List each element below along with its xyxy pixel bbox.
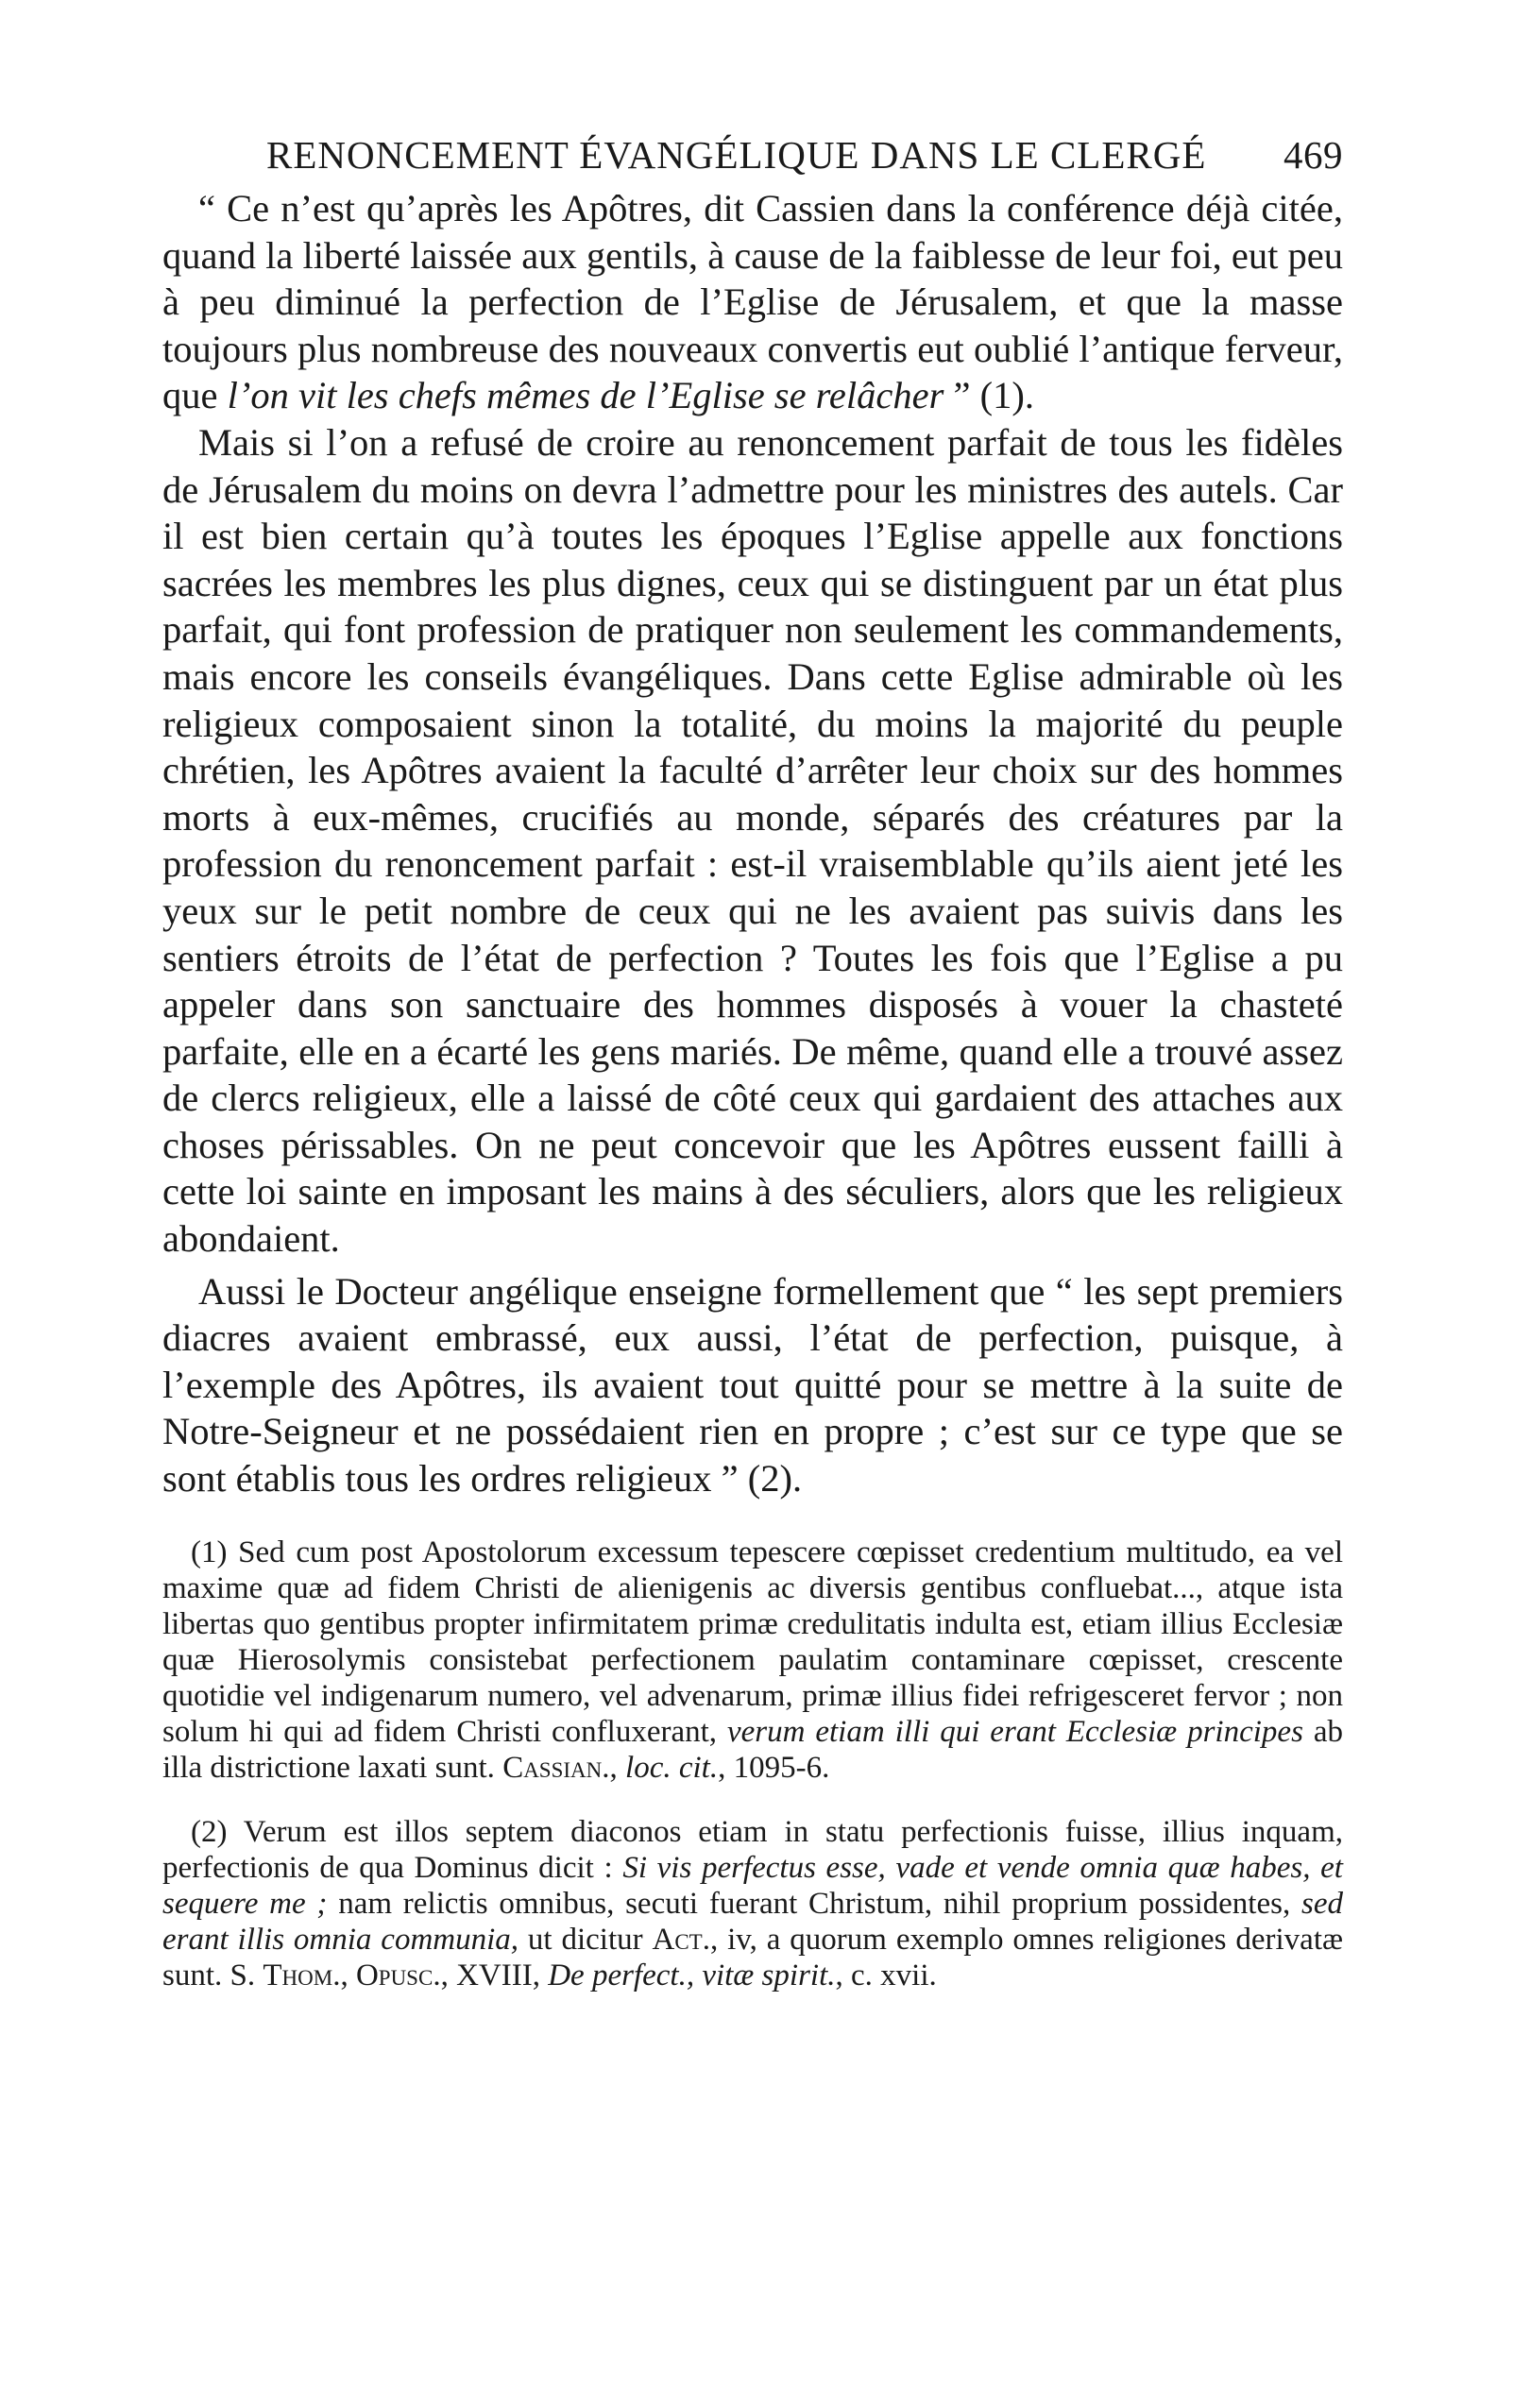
footnote-1-text-c: , [609,1750,626,1785]
footnote-2-text-g: , c. xvii. [835,1958,937,1993]
book-page [162,132,1343,2022]
footnote-1-loc: loc. cit. [625,1750,719,1785]
page-number: 469 [1284,133,1343,177]
footnote-2-quote-2: sed erant illis omnia communia, [162,1886,1343,1957]
paragraph-3: Aussi le Docteur angélique enseigne formellement que “ les sept premiers diacres avaient embrassé, eux aussi, l’état de perfection, puisque, à l’exemple des Apôtres, ils avaient tout quitté pour se mettre à la suite de Notre-Seigneur et ne possédaient rien en propre ; c’est sur ce type que se sont établis tous les ordres religieux ” (2). [162,1269,1343,1501]
footnote-2-text-a: (2) Verum est illos septem diaconos etiam in statu perfectionis fuisse, illius inquam, perfectionis de qua Dominus dicit : [162,1814,1343,1885]
paragraph-1-text-b: ” (1). [944,374,1034,417]
footnote-2-text-c: ut dicitur [518,1922,653,1957]
running-title: RENONCEMENT ÉVANGÉLIQUE DANS LE CLERGÉ [266,133,1207,177]
footnote-2-text-e: , [340,1958,356,1993]
footnote-2-act: Act. [652,1922,710,1957]
footnote-1 [162,1535,1343,1786]
footnote-1-text-b: ab illa districtione laxati sunt. [162,1714,1343,1785]
footnote-1-text-d: , 1095-6. [718,1750,830,1785]
footnote-2-title: De perfect., vitæ spirit. [548,1958,836,1993]
footnote-1-author: Cassian. [502,1750,610,1785]
footnote-2 [162,1814,1343,1993]
footnote-1-text-a: (1) Sed cum post Apostolorum excessum tepescere cœpisset credentium multitudo, ea vel maxime quæ ad fidem Christi de alienigenis ac diversis gentibus confluebat..., atque ista libertas quo gentibus propter infirmitatem primæ credulitatis indulta est, etiam illius Ecclesiæ quæ Hierosolymis consistebat perfectionem paulatim contaminare cœpisset, crescente quotidie vel indigenarum numero, vel advenarum, primæ illius fidei refrigesceret fervor ; non solum hi qui ad fidem Christi confluxerant, [162,1535,1343,1749]
footnote-2-author: Thom. [263,1958,341,1993]
footnote-2-quote: Si vis perfectus esse, vade et vende omnia quæ habes, et sequere me ; [162,1850,1343,1921]
footnotes [162,1535,1343,1993]
main-text [162,185,1343,1502]
footnote-2-text-f: , XVIII, [440,1958,549,1993]
paragraph-1-text-a: “ Ce n’est qu’après les Apôtres, dit Cassien dans la conférence déjà citée, quand la liberté laissée aux gentils, à cause de la faiblesse de leur foi, eut peu à peu diminué la perfection de l’Eglise de Jérusalem, et que la masse toujours plus nombreuse des nouveaux convertis eut oublié l’antique ferveur, que [162,187,1343,417]
footnote-2-work: Opusc. [355,1958,441,1993]
footnote-2-text-b: nam relictis omnibus, secuti fuerant Christum, nihil proprium possidentes, [327,1886,1301,1921]
running-head [162,132,1343,178]
footnote-2-text-d: , iv, a quorum exemplo omnes religiones derivatæ sunt. S. [162,1922,1344,1993]
paragraph-1-quote: l’on vit les chefs mêmes de l’Eglise se relâcher [227,374,944,417]
paragraph-2: Mais si l’on a refusé de croire au renoncement parfait de tous les fidèles de Jérusalem du moins on devra l’admettre pour les ministres des autels. Car il est bien certain qu’à toutes les époques l’Eglise appelle aux fonctions sacrées les membres les plus dignes, ceux qui se distinguent par un état plus parfait, qui font profession de pratiquer non seulement les commandements, mais encore les conseils évangéliques. Dans cette Eglise admirable où les religieux composaient sinon la totalité, du moins la majorité du peuple chrétien, les Apôtres avaient la faculté d’arrêter leur choix sur des hommes morts à eux-mêmes, crucifiés au monde, séparés des créatures par la profession du renoncement parfait : est-il vraisemblable qu’ils aient jeté les yeux sur le petit nombre de ceux qui ne les avaient pas suivis dans les sentiers étroits de l’état de perfection ? Toutes les fois que l’Eglise a pu appeler dans son sanctuaire des hommes disposés à vouer la chasteté parfaite, elle en a écarté les gens mariés. De même, quand elle a trouvé assez de clercs religieux, elle a laissé de côté ceux qui gardaient des attaches aux choses périssables. On ne peut concevoir que les Apôtres eussent failli à cette loi sainte en imposant les mains à des séculiers, alors que les religieux abondaient. [162,420,1343,1261]
footnote-1-italic: verum etiam illi qui erant Ecclesiæ principes [726,1714,1303,1749]
paragraph-1 [162,185,1343,419]
